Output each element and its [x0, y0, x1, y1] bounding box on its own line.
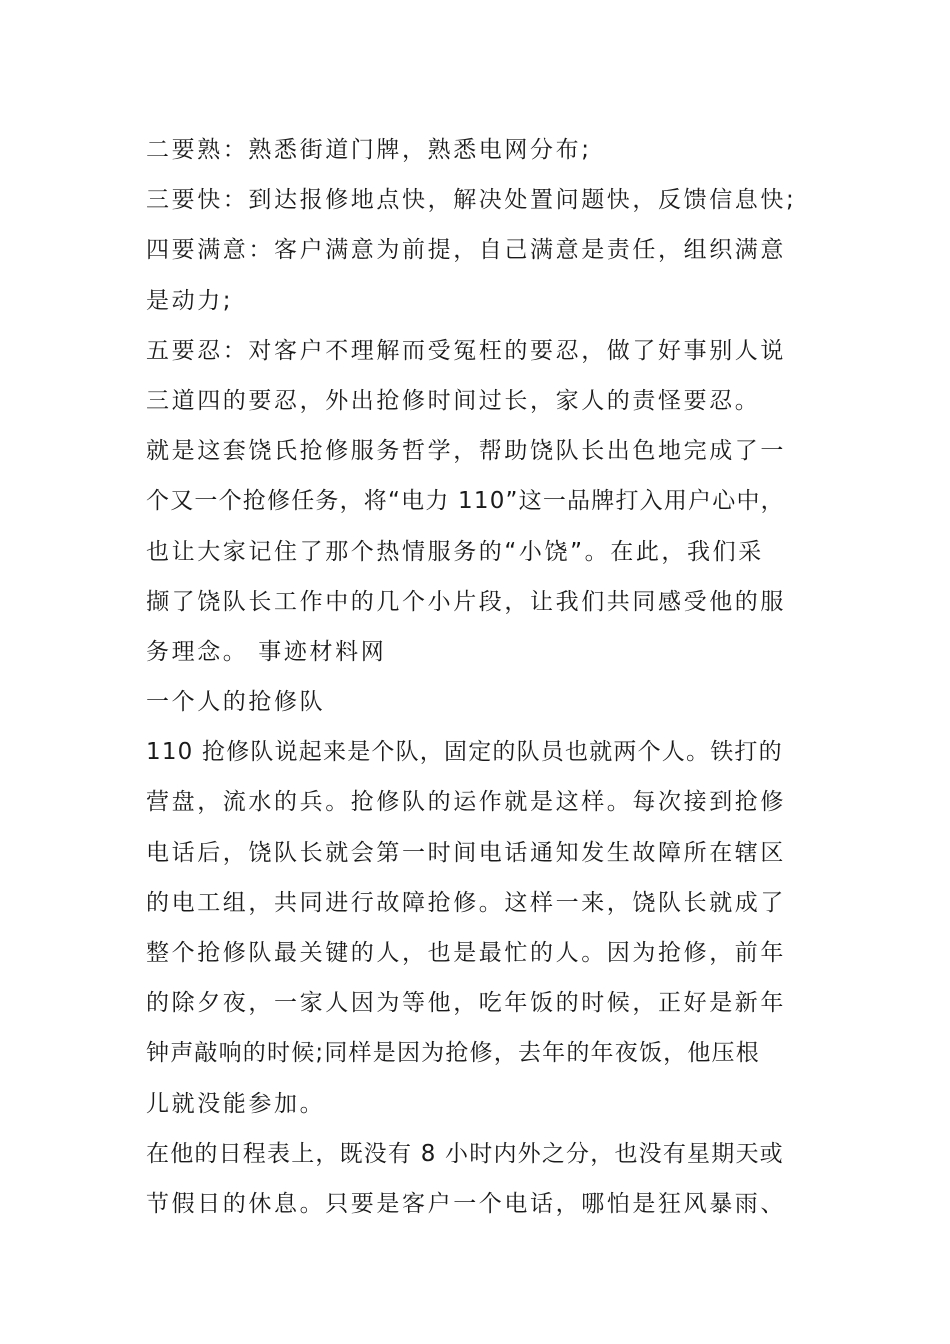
text-line: 在他的日程表上，既没有 8 小时内外之分，也没有星期天或 [146, 1140, 784, 1167]
text-line: 二要熟：熟悉街道门牌，熟悉电网分布; [146, 137, 592, 163]
text-line: 电话后，饶队长就会第一时间电话通知发生故障所在辖区 [146, 839, 786, 866]
text-line: 三道四的要忍，外出抢修时间过长，家人的责怪要忍。 [146, 387, 761, 414]
section-heading: 一个人的抢修队 [146, 689, 326, 716]
text-line: 个又一个抢修任务，将“电力 110”这一品牌打入用户心中， [146, 488, 785, 515]
text-line: 三要快：到达报修地点快，解决处置问题快，反馈信息快; [146, 187, 797, 214]
text-line: 是动力; [146, 287, 234, 314]
document-body [146, 128, 818, 1232]
text-line: 的除夕夜，一家人因为等他，吃年饭的时候，正好是新年 [146, 990, 786, 1017]
text-line: 四要满意：客户满意为前提，自己满意是责任，组织满意 [146, 237, 786, 264]
text-line: 撷了饶队长工作中的几个小片段，让我们共同感受他的服 [146, 588, 786, 615]
text-line: 节假日的休息。只要是客户一个电话，哪怕是狂风暴雨、 [146, 1190, 786, 1217]
text-line: 五要忍：对客户不理解而受冤枉的要忍，做了好事别人说 [146, 337, 786, 364]
text-line: 营盘，流水的兵。抢修队的运作就是这样。每次接到抢修 [146, 789, 786, 816]
text-line: 110 抢修队说起来是个队，固定的队员也就两个人。铁打的 [146, 739, 783, 766]
text-line: 儿就没能参加。 [146, 1090, 326, 1117]
text-line: 就是这套饶氏抢修服务哲学，帮助饶队长出色地完成了一 [146, 438, 786, 465]
text-line: 也让大家记住了那个热情服务的“小饶”。在此，我们采 [146, 538, 764, 565]
text-line: 务理念。 事迹材料网 [146, 638, 387, 665]
text-line: 钟声敲响的时候;同样是因为抢修，去年的年夜饭，他压根 [146, 1040, 760, 1067]
text-line: 的电工组，共同进行故障抢修。这样一来，饶队长就成了 [146, 889, 786, 916]
text-line: 整个抢修队最关键的人，也是最忙的人。因为抢修，前年 [146, 940, 786, 966]
